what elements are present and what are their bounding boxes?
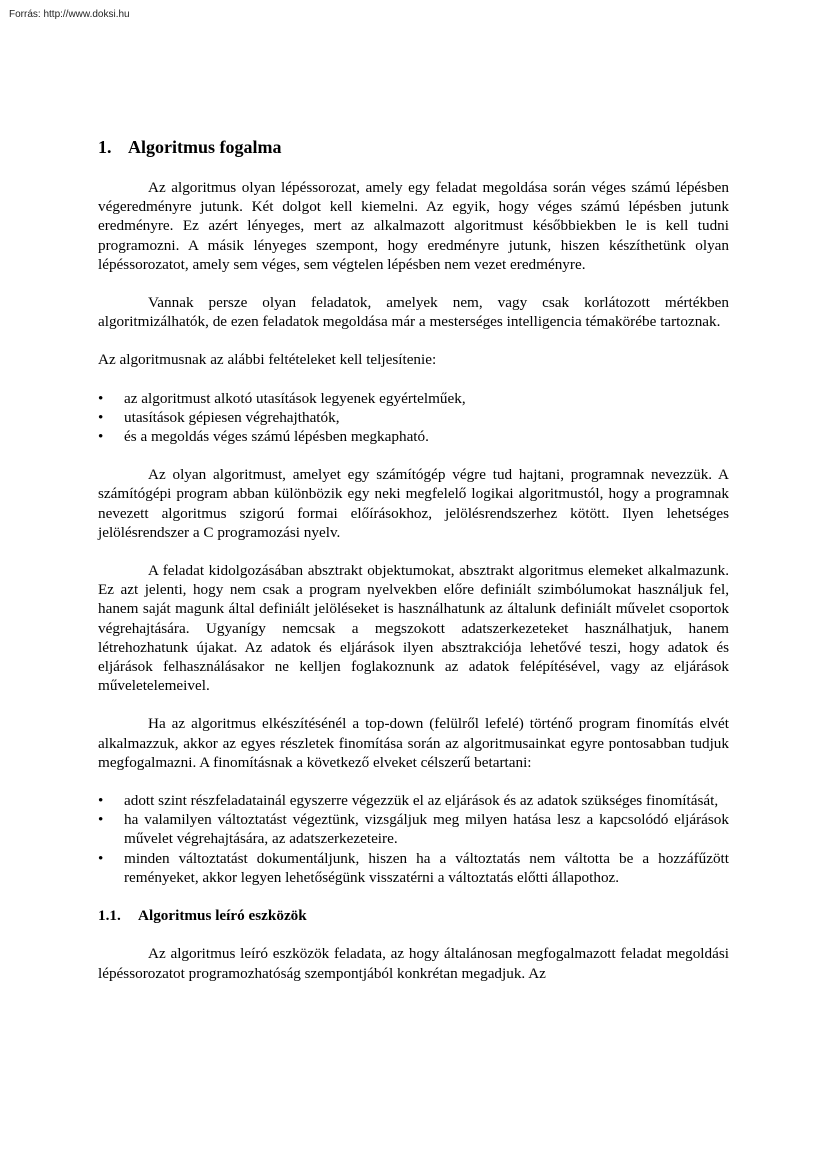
subsection-title: Algoritmus leíró eszközök <box>138 907 307 925</box>
list-item: • az algoritmust alkotó utasítások legyenek egyértelműek, <box>98 389 729 408</box>
section-heading <box>98 136 729 158</box>
source-url-line: Forrás: http://www.doksi.hu <box>9 9 130 20</box>
paragraph-description-tools: Az algoritmus leíró eszközök feladata, az hogy általánosan megfogalmazott feladat megoldási lépéssorozatot programozhatóság szempontjából konkrétan megadjuk. Az <box>98 945 729 982</box>
list-item: • ha valamilyen változtatást végeztünk, vizsgáljuk meg milyen hatása lesz a kapcsolódó eljárások művelet végrehajtására, az adatszerkezeteire. <box>98 810 729 848</box>
conditions-list <box>98 389 729 447</box>
list-item: • és a megoldás véges számú lépésben megkapható. <box>98 427 729 446</box>
paragraph-limitations: Vannak persze olyan feladatok, amelyek nem, vagy csak korlátozott mértékben algoritmizálhatók, de ezen feladatok megoldása már a mesterséges intelligencia témakörébe tartoznak. <box>98 294 729 331</box>
paragraph-definition: Az algoritmus olyan lépéssorozat, amely egy feladat megoldása során véges számú lépésben végeredményre jutunk. Két dolgot kell kiemelni. Az egyik, hogy véges számú lépésben jutunk eredményre. Ez azért lényeges, mert az alkalmazott algoritmust későbbiekben le is kell tudni programozni. A másik lényeges szempont, hogy eredményre jutunk, hiszen készíthetünk olyan lépéssorozatot, amely sem véges, sem végtelen lépésben nem vezet eredményre. <box>98 179 729 273</box>
paragraph-top-down: Ha az algoritmus elkészítésénél a top-down (felülről lefelé) történő program finomítás elvét alkalmazzuk, akkor az egyes részletek finomítása során az algoritmusainkat egyre pontosabban tudjuk megfogalmazni. A finomításnak a következő elveket célszerű betartani: <box>98 715 729 771</box>
list-item: • utasítások gépiesen végrehajthatók, <box>98 408 729 427</box>
list-item: • adott szint részfeladatainál egyszerre végezzük el az eljárások és az adatok szükséges finomítását, <box>98 791 729 810</box>
refinement-principles-list <box>98 791 729 887</box>
subsection-heading <box>98 906 729 925</box>
paragraph-conditions-intro: Az algoritmusnak az alábbi feltételeket kell teljesítenie: <box>98 351 437 369</box>
document-page <box>98 136 729 1002</box>
list-item: • minden változtatást dokumentáljunk, hiszen ha a változtatás nem váltotta be a hozzáfűzött reményeket, akkor legyen lehetőségünk visszatérni a változtatás előtti állapothoz. <box>98 849 729 887</box>
subsection-number: 1.1. <box>98 907 121 925</box>
section-title: Algoritmus fogalma <box>128 137 282 157</box>
section-number: 1. <box>98 137 112 157</box>
paragraph-abstraction: A feladat kidolgozásában absztrakt objektumokat, absztrakt algoritmus elemeket alkalmazunk. Ez azt jelenti, hogy nem csak a program nyelvekben előre definiált szimbólumokat használjuk fel, hanem saját magunk által definiált jelöléseket is használhatunk az általunk definiált művelet csoportok végrehajtására. Ugyanígy nemcsak a megszokott adatszerkezeteket használhatjuk, hanem létrehozhatunk újakat. Az adatok és eljárások ilyen absztrakciója lehetővé teszi, hogy adatok és eljárások felhasználásakor ne kelljen foglakoznunk az adatok felépítésével, vagy az eljárások műveletelemeivel. <box>98 562 729 695</box>
paragraph-program: Az olyan algoritmust, amelyet egy számítógép végre tud hajtani, programnak nevezzük. A számítógépi program abban különbözik egy neki megfelelő logikai algoritmustól, hogy a programnak nevezett algoritmus szigorú formai előírásokhoz, jelölésrendszerhez kötött. Ilyen lehetséges jelölésrendszer a C programozási nyelv. <box>98 466 729 541</box>
